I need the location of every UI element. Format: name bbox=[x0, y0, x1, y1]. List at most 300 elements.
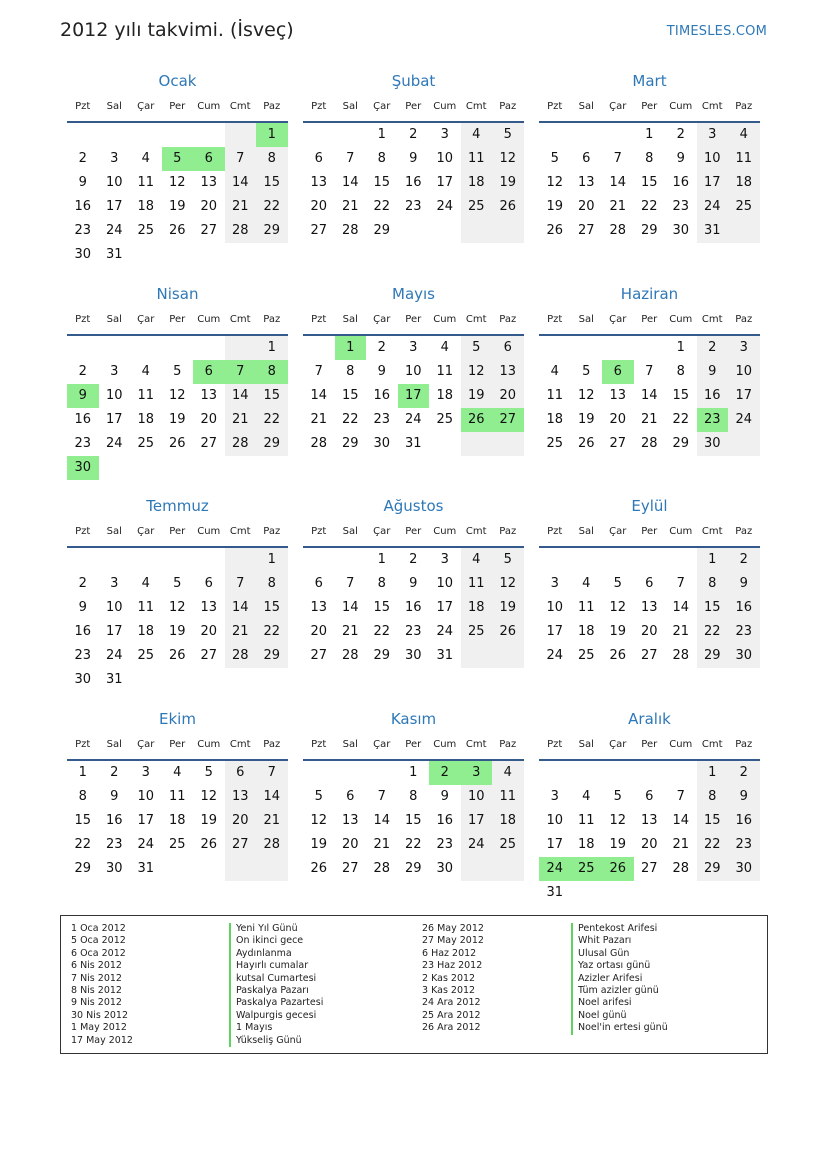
day-cell: 5 bbox=[613, 576, 622, 591]
day-cell: 14 bbox=[341, 600, 359, 615]
weekday-label: Per bbox=[641, 526, 658, 537]
day-cell: 15 bbox=[672, 388, 690, 403]
legend-holiday-name: Aydınlanma bbox=[229, 948, 323, 960]
empty-day-cell bbox=[539, 336, 571, 360]
day-cell: 20 bbox=[640, 837, 658, 852]
day-cell: 29 bbox=[373, 648, 391, 663]
day-cell: 3 bbox=[697, 123, 729, 147]
day-cell: 17 bbox=[105, 199, 123, 214]
day-cell: 13 bbox=[225, 785, 257, 809]
empty-day-cell bbox=[162, 456, 194, 480]
day-cell: 27 bbox=[200, 648, 218, 663]
weekday-label: Pzt bbox=[75, 314, 91, 325]
empty-day-cell bbox=[162, 668, 194, 692]
week-row bbox=[539, 881, 760, 905]
week-row bbox=[539, 336, 760, 360]
day-cell: 13 bbox=[640, 813, 658, 828]
day-cell: 12 bbox=[168, 175, 186, 190]
day-cell: 3 bbox=[141, 765, 150, 780]
month-calendar bbox=[303, 497, 524, 668]
day-cell: 26 bbox=[461, 408, 493, 432]
day-cell: 8 bbox=[676, 364, 685, 379]
weekday-label: Çar bbox=[609, 101, 627, 112]
day-cell: 29 bbox=[672, 436, 690, 451]
legend-holiday-name: Pentekost Arifesi bbox=[571, 923, 668, 935]
weekday-label: Cmt bbox=[465, 739, 487, 750]
weekday-label: Pzt bbox=[311, 739, 327, 750]
day-grid bbox=[539, 548, 760, 668]
day-cell: 2 bbox=[697, 336, 729, 360]
day-cell: 1 bbox=[256, 548, 288, 572]
day-cell: 19 bbox=[168, 412, 186, 427]
day-cell: 12 bbox=[492, 572, 524, 596]
day-cell: 16 bbox=[728, 809, 760, 833]
day-cell: 17 bbox=[546, 624, 564, 639]
day-cell: 9 bbox=[440, 789, 449, 804]
empty-day-cell bbox=[303, 761, 335, 785]
day-cell: 27 bbox=[640, 648, 658, 663]
day-cell: 30 bbox=[67, 456, 99, 480]
day-cell: 28 bbox=[609, 223, 627, 238]
day-cell: 20 bbox=[200, 624, 218, 639]
day-cell: 15 bbox=[404, 813, 422, 828]
weekday-header bbox=[303, 735, 524, 761]
day-cell: 1 bbox=[697, 761, 729, 785]
weekday-label: Paz bbox=[499, 526, 517, 537]
weekday-label: Cmt bbox=[229, 739, 251, 750]
day-cell: 10 bbox=[546, 813, 564, 828]
week-row bbox=[539, 360, 760, 384]
day-cell: 2 bbox=[409, 127, 418, 142]
day-cell: 16 bbox=[672, 175, 690, 190]
weekday-label: Cum bbox=[433, 739, 457, 750]
legend-date: 2 Kas 2012 bbox=[422, 972, 476, 984]
empty-day-cell bbox=[193, 123, 225, 147]
day-cell: 30 bbox=[728, 644, 760, 668]
day-cell: 23 bbox=[672, 199, 690, 214]
empty-day-cell bbox=[225, 123, 257, 147]
day-cell: 13 bbox=[341, 813, 359, 828]
weekday-label: Çar bbox=[609, 526, 627, 537]
weekday-label: Cmt bbox=[701, 314, 723, 325]
weekday-label: Pzt bbox=[311, 101, 327, 112]
day-cell: 9 bbox=[78, 175, 87, 190]
page-title: 2012 yılı takvimi. (İsveç) bbox=[60, 19, 294, 41]
day-cell: 27 bbox=[609, 436, 627, 451]
day-cell: 19 bbox=[168, 199, 186, 214]
empty-day-cell bbox=[492, 432, 524, 456]
day-cell: 29 bbox=[373, 223, 391, 238]
day-cell: 16 bbox=[436, 813, 454, 828]
day-cell: 21 bbox=[225, 408, 257, 432]
day-cell: 4 bbox=[440, 340, 449, 355]
day-cell: 15 bbox=[697, 809, 729, 833]
legend-date: 6 Haz 2012 bbox=[422, 947, 477, 959]
empty-day-cell bbox=[99, 456, 131, 480]
week-row bbox=[303, 761, 524, 785]
day-cell: 12 bbox=[577, 388, 595, 403]
weekday-label: Pzt bbox=[547, 739, 563, 750]
weekday-label: Sal bbox=[342, 739, 358, 750]
legend-dates-col1 bbox=[71, 923, 133, 1047]
day-cell: 10 bbox=[137, 789, 155, 804]
day-cell: 26 bbox=[546, 223, 564, 238]
day-cell: 8 bbox=[78, 789, 87, 804]
empty-day-cell bbox=[256, 243, 288, 267]
day-cell: 9 bbox=[697, 360, 729, 384]
day-cell: 29 bbox=[697, 857, 729, 881]
weekday-label: Pzt bbox=[75, 739, 91, 750]
legend-date: 30 Nis 2012 bbox=[71, 1009, 128, 1021]
empty-day-cell bbox=[697, 881, 729, 905]
day-cell: 17 bbox=[105, 624, 123, 639]
day-cell: 2 bbox=[78, 151, 87, 166]
day-cell: 26 bbox=[602, 857, 634, 881]
day-cell: 28 bbox=[341, 223, 359, 238]
day-cell: 12 bbox=[168, 600, 186, 615]
day-cell: 20 bbox=[200, 199, 218, 214]
weekday-label: Çar bbox=[373, 314, 391, 325]
weekday-label: Cum bbox=[669, 101, 693, 112]
empty-day-cell bbox=[728, 432, 760, 456]
week-row bbox=[67, 761, 288, 785]
empty-day-cell bbox=[728, 881, 760, 905]
day-cell: 7 bbox=[314, 364, 323, 379]
month-calendar bbox=[539, 710, 760, 905]
empty-day-cell bbox=[665, 881, 697, 905]
day-cell: 27 bbox=[341, 861, 359, 876]
week-row bbox=[539, 620, 760, 644]
day-cell: 31 bbox=[546, 885, 564, 900]
empty-day-cell bbox=[130, 243, 162, 267]
day-cell: 14 bbox=[341, 175, 359, 190]
empty-day-cell bbox=[193, 456, 225, 480]
empty-day-cell bbox=[492, 219, 524, 243]
day-cell: 28 bbox=[225, 432, 257, 456]
weekday-label: Cmt bbox=[701, 101, 723, 112]
week-row bbox=[303, 785, 524, 809]
day-cell: 25 bbox=[168, 837, 186, 852]
legend-holiday-name: Noel'in ertesi günü bbox=[571, 1022, 668, 1034]
week-row bbox=[303, 408, 524, 432]
legend-holiday-name: Walpurgis gecesi bbox=[229, 1010, 323, 1022]
weekday-label: Pzt bbox=[75, 101, 91, 112]
day-cell: 19 bbox=[577, 412, 595, 427]
day-cell: 3 bbox=[440, 127, 449, 142]
day-cell: 18 bbox=[492, 809, 524, 833]
month-name: Nisan bbox=[156, 285, 199, 303]
day-cell: 12 bbox=[168, 388, 186, 403]
day-cell: 26 bbox=[492, 620, 524, 644]
week-row bbox=[539, 384, 760, 408]
day-cell: 20 bbox=[640, 624, 658, 639]
day-cell: 3 bbox=[110, 576, 119, 591]
legend-holiday-name: 1 Mayıs bbox=[229, 1022, 323, 1034]
empty-day-cell bbox=[225, 548, 257, 572]
empty-day-cell bbox=[335, 761, 367, 785]
empty-day-cell bbox=[162, 548, 194, 572]
empty-day-cell bbox=[335, 548, 367, 572]
day-cell: 7 bbox=[225, 572, 257, 596]
day-cell: 30 bbox=[728, 857, 760, 881]
week-row bbox=[67, 123, 288, 147]
day-cell: 19 bbox=[492, 596, 524, 620]
day-cell: 14 bbox=[256, 785, 288, 809]
day-cell: 24 bbox=[436, 199, 454, 214]
weekday-label: Per bbox=[169, 526, 186, 537]
day-cell: 26 bbox=[168, 223, 186, 238]
day-cell: 27 bbox=[577, 223, 595, 238]
weekday-header bbox=[539, 522, 760, 548]
weekday-label: Per bbox=[641, 101, 658, 112]
day-cell: 29 bbox=[256, 644, 288, 668]
weekday-label: Per bbox=[169, 314, 186, 325]
day-cell: 11 bbox=[461, 147, 493, 171]
empty-day-cell bbox=[162, 243, 194, 267]
day-cell: 17 bbox=[436, 600, 454, 615]
weekday-label: Per bbox=[641, 314, 658, 325]
day-cell: 3 bbox=[440, 552, 449, 567]
empty-day-cell bbox=[162, 123, 194, 147]
day-cell: 20 bbox=[225, 809, 257, 833]
week-row bbox=[303, 620, 524, 644]
day-cell: 14 bbox=[609, 175, 627, 190]
day-cell: 31 bbox=[404, 436, 422, 451]
legend-date: 6 Nis 2012 bbox=[71, 960, 122, 972]
empty-day-cell bbox=[193, 243, 225, 267]
weekday-label: Sal bbox=[578, 101, 594, 112]
weekday-label: Cmt bbox=[465, 526, 487, 537]
day-cell: 10 bbox=[461, 785, 493, 809]
day-cell: 2 bbox=[676, 127, 685, 142]
day-cell: 31 bbox=[105, 672, 123, 687]
brand-link[interactable]: TIMESLES.COM bbox=[666, 24, 767, 39]
day-cell: 22 bbox=[697, 833, 729, 857]
day-cell: 19 bbox=[492, 171, 524, 195]
day-cell: 5 bbox=[314, 789, 323, 804]
day-cell: 25 bbox=[571, 857, 603, 881]
weekday-label: Per bbox=[405, 739, 422, 750]
day-cell: 28 bbox=[225, 644, 257, 668]
day-cell: 20 bbox=[577, 199, 595, 214]
day-cell: 5 bbox=[204, 765, 213, 780]
day-cell: 2 bbox=[409, 552, 418, 567]
weekday-label: Cum bbox=[433, 314, 457, 325]
day-cell: 10 bbox=[404, 364, 422, 379]
weekday-label: Sal bbox=[578, 314, 594, 325]
day-cell: 27 bbox=[310, 223, 328, 238]
day-cell: 17 bbox=[546, 837, 564, 852]
day-cell: 13 bbox=[200, 600, 218, 615]
legend-holiday-name: Paskalya Pazartesi bbox=[229, 997, 323, 1009]
empty-day-cell bbox=[67, 336, 99, 360]
weekday-label: Sal bbox=[578, 526, 594, 537]
weekday-header bbox=[539, 735, 760, 761]
day-cell: 28 bbox=[310, 436, 328, 451]
day-cell: 24 bbox=[137, 837, 155, 852]
day-cell: 9 bbox=[409, 151, 418, 166]
empty-day-cell bbox=[429, 432, 461, 456]
day-cell: 1 bbox=[335, 336, 367, 360]
day-grid bbox=[303, 336, 524, 456]
legend-names-col2 bbox=[571, 923, 668, 1035]
day-cell: 28 bbox=[373, 861, 391, 876]
empty-day-cell bbox=[602, 123, 634, 147]
day-cell: 16 bbox=[74, 199, 92, 214]
empty-day-cell bbox=[539, 761, 571, 785]
day-cell: 4 bbox=[582, 789, 591, 804]
day-cell: 8 bbox=[256, 147, 288, 171]
empty-day-cell bbox=[492, 644, 524, 668]
week-row bbox=[67, 548, 288, 572]
weekday-label: Per bbox=[169, 739, 186, 750]
day-cell: 3 bbox=[461, 761, 493, 785]
day-cell: 9 bbox=[676, 151, 685, 166]
day-cell: 27 bbox=[225, 833, 257, 857]
day-cell: 13 bbox=[609, 388, 627, 403]
day-cell: 15 bbox=[640, 175, 658, 190]
week-row bbox=[303, 809, 524, 833]
day-cell: 11 bbox=[168, 789, 186, 804]
day-cell: 10 bbox=[546, 600, 564, 615]
day-cell: 2 bbox=[728, 548, 760, 572]
weekday-label: Per bbox=[641, 739, 658, 750]
legend-holiday-name: Yeni Yıl Günü bbox=[229, 923, 323, 935]
day-cell: 18 bbox=[168, 813, 186, 828]
day-cell: 7 bbox=[676, 576, 685, 591]
day-cell: 17 bbox=[137, 813, 155, 828]
legend-holiday-name: On ikinci gece bbox=[229, 935, 323, 947]
day-cell: 26 bbox=[168, 436, 186, 451]
empty-day-cell bbox=[335, 123, 367, 147]
empty-day-cell bbox=[461, 644, 493, 668]
day-cell: 4 bbox=[461, 548, 493, 572]
month-name: Ekim bbox=[159, 710, 196, 728]
day-cell: 23 bbox=[436, 837, 454, 852]
day-cell: 25 bbox=[137, 648, 155, 663]
empty-day-cell bbox=[256, 456, 288, 480]
empty-day-cell bbox=[225, 243, 257, 267]
day-cell: 8 bbox=[377, 151, 386, 166]
weekday-label: Cmt bbox=[229, 526, 251, 537]
weekday-label: Cmt bbox=[229, 314, 251, 325]
week-row bbox=[303, 195, 524, 219]
day-cell: 24 bbox=[546, 648, 564, 663]
month-name: Aralık bbox=[628, 710, 671, 728]
day-cell: 30 bbox=[74, 672, 92, 687]
legend-holiday-name: Paskalya Pazarı bbox=[229, 985, 323, 997]
day-cell: 10 bbox=[105, 175, 123, 190]
day-cell: 19 bbox=[609, 624, 627, 639]
day-cell: 7 bbox=[225, 360, 257, 384]
day-grid bbox=[67, 548, 288, 692]
day-cell: 18 bbox=[137, 199, 155, 214]
day-cell: 5 bbox=[162, 147, 194, 171]
weekday-label: Paz bbox=[499, 314, 517, 325]
day-cell: 6 bbox=[645, 576, 654, 591]
day-cell: 20 bbox=[609, 412, 627, 427]
weekday-label: Cmt bbox=[701, 526, 723, 537]
day-cell: 20 bbox=[200, 412, 218, 427]
day-cell: 22 bbox=[373, 624, 391, 639]
day-cell: 18 bbox=[546, 412, 564, 427]
day-cell: 15 bbox=[373, 175, 391, 190]
day-cell: 5 bbox=[173, 576, 182, 591]
weekday-label: Cum bbox=[669, 526, 693, 537]
day-cell: 6 bbox=[225, 761, 257, 785]
day-cell: 25 bbox=[728, 195, 760, 219]
day-cell: 29 bbox=[256, 432, 288, 456]
weekday-label: Sal bbox=[106, 739, 122, 750]
day-cell: 6 bbox=[492, 336, 524, 360]
day-cell: 29 bbox=[640, 223, 658, 238]
weekday-label: Çar bbox=[137, 739, 155, 750]
day-cell: 12 bbox=[310, 813, 328, 828]
day-cell: 24 bbox=[539, 857, 571, 881]
day-cell: 1 bbox=[645, 127, 654, 142]
day-cell: 23 bbox=[728, 620, 760, 644]
day-cell: 18 bbox=[461, 596, 493, 620]
empty-day-cell bbox=[225, 668, 257, 692]
weekday-label: Paz bbox=[263, 314, 281, 325]
weekday-header bbox=[67, 310, 288, 336]
day-cell: 5 bbox=[582, 364, 591, 379]
day-cell: 7 bbox=[346, 576, 355, 591]
legend-holiday-name: Yükseliş Günü bbox=[229, 1035, 323, 1047]
day-cell: 9 bbox=[110, 789, 119, 804]
day-cell: 23 bbox=[74, 648, 92, 663]
weekday-label: Cmt bbox=[229, 101, 251, 112]
holiday-legend bbox=[60, 915, 768, 1054]
week-row bbox=[303, 572, 524, 596]
day-cell: 26 bbox=[310, 861, 328, 876]
day-cell: 16 bbox=[74, 624, 92, 639]
day-cell: 8 bbox=[377, 576, 386, 591]
day-grid bbox=[539, 761, 760, 905]
day-cell: 22 bbox=[74, 837, 92, 852]
day-cell: 10 bbox=[436, 151, 454, 166]
day-grid bbox=[67, 123, 288, 267]
empty-day-cell bbox=[571, 336, 603, 360]
day-cell: 21 bbox=[373, 837, 391, 852]
month-calendar bbox=[67, 72, 288, 267]
legend-holiday-name: Yaz ortası günü bbox=[571, 960, 668, 972]
week-row bbox=[67, 620, 288, 644]
week-row bbox=[303, 857, 524, 881]
empty-day-cell bbox=[256, 857, 288, 881]
day-cell: 3 bbox=[110, 364, 119, 379]
day-cell: 26 bbox=[577, 436, 595, 451]
day-cell: 28 bbox=[672, 648, 690, 663]
day-cell: 26 bbox=[609, 648, 627, 663]
day-cell: 21 bbox=[225, 195, 257, 219]
day-cell: 14 bbox=[225, 384, 257, 408]
empty-day-cell bbox=[602, 881, 634, 905]
day-cell: 24 bbox=[105, 436, 123, 451]
day-cell: 1 bbox=[256, 123, 288, 147]
day-cell: 18 bbox=[577, 837, 595, 852]
day-cell: 1 bbox=[676, 340, 685, 355]
day-cell: 8 bbox=[256, 572, 288, 596]
week-row bbox=[67, 195, 288, 219]
empty-day-cell bbox=[225, 336, 257, 360]
empty-day-cell bbox=[303, 548, 335, 572]
weekday-label: Çar bbox=[137, 314, 155, 325]
day-cell: 15 bbox=[256, 171, 288, 195]
day-cell: 8 bbox=[346, 364, 355, 379]
weekday-label: Cum bbox=[433, 526, 457, 537]
weekday-label: Pzt bbox=[547, 101, 563, 112]
